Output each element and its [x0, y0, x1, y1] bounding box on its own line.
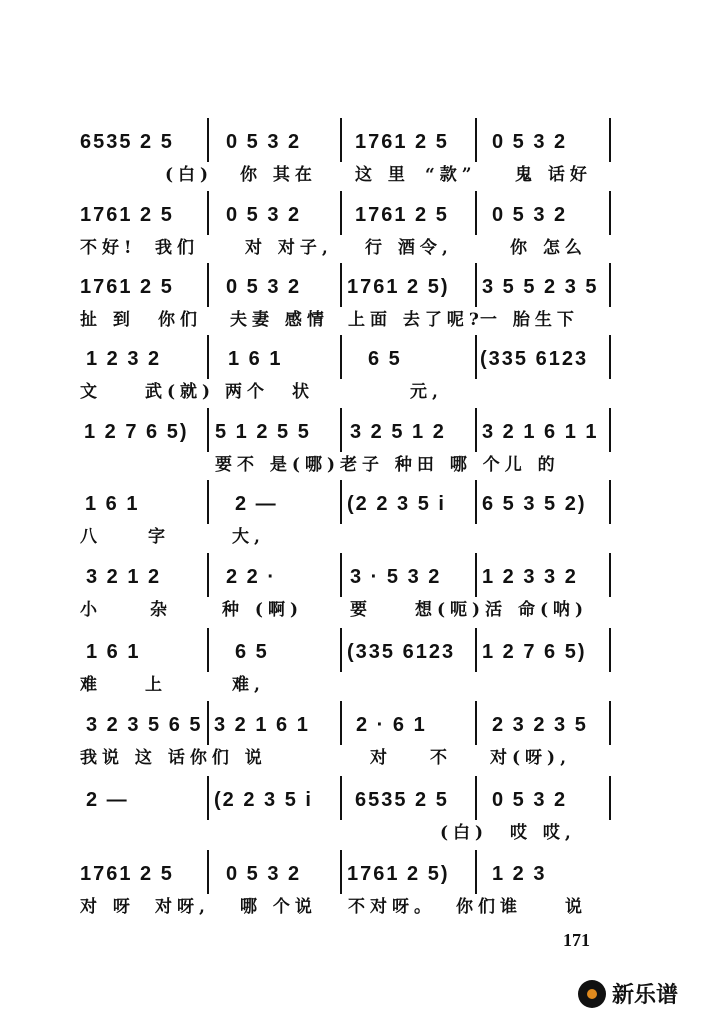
- notation-measure: 5 1 2 5 5: [215, 421, 311, 443]
- music-system: [0, 788, 710, 858]
- notation-measure: 3 2 1 6 1 1: [482, 421, 599, 443]
- watermark-logo: [578, 978, 678, 1009]
- notation-measure: (2 2 3 5 i: [347, 493, 446, 515]
- music-system: [0, 713, 710, 783]
- lyric-text: 上面 去了呢?: [348, 310, 484, 330]
- notation-measure: 1761 2 5: [80, 204, 174, 226]
- notation-measure: 2 · 6 1: [356, 714, 427, 736]
- notation-measure: (2 2 3 5 i: [214, 789, 313, 811]
- lyric-text: 夫妻 感情: [230, 310, 329, 330]
- notation-measure: 6 5: [368, 348, 402, 370]
- lyric-text: 武(就): [145, 382, 216, 402]
- notation-measure: 3 2 3 5 6 5: [86, 714, 203, 736]
- notation-measure: 1761 2 5): [347, 863, 450, 885]
- barline: [207, 701, 209, 745]
- notation-measure: 3 · 5 3 2: [350, 566, 442, 588]
- music-system: [0, 862, 710, 932]
- lyric-text: 对 对子,: [245, 238, 333, 258]
- notation-measure: 3 5 5 2 3 5: [482, 276, 599, 298]
- lyric-text: 你 其在: [240, 165, 317, 185]
- lyric-text: 你们: [158, 310, 202, 330]
- notation-measure: 0 5 3 2: [226, 204, 302, 226]
- notation-measure: 1 6 1: [228, 348, 283, 370]
- notation-measure: 0 5 3 2: [492, 204, 568, 226]
- notation-measure: 1761 2 5: [355, 131, 449, 153]
- notation-measure: (335 6123: [480, 348, 589, 370]
- notation-measure: 6 5: [235, 641, 269, 663]
- notation-measure: 2 —: [235, 493, 278, 515]
- barline: [609, 335, 611, 379]
- notation-measure: (335 6123: [347, 641, 456, 663]
- barline: [207, 850, 209, 894]
- lyric-text: 我们: [155, 238, 199, 258]
- barline: [207, 191, 209, 235]
- lyric-text: 两个: [225, 382, 269, 402]
- barline: [340, 850, 342, 894]
- notation-measure: 6535 2 5: [80, 131, 174, 153]
- lyric-text: 扯 到: [80, 310, 135, 330]
- lyric-text: 对(呀),: [490, 748, 572, 768]
- barline: [609, 263, 611, 307]
- barline: [609, 701, 611, 745]
- notation-measure: 2 3 2 3 5: [492, 714, 588, 736]
- barline: [340, 628, 342, 672]
- notation-measure: 1 2 3: [492, 863, 547, 885]
- notation-measure: 3 2 1 2: [86, 566, 162, 588]
- record-disc-icon: [578, 980, 606, 1008]
- barline: [207, 480, 209, 524]
- barline: [340, 480, 342, 524]
- barline: [475, 480, 477, 524]
- logo-text: 新乐谱: [612, 983, 679, 1008]
- music-system: [0, 347, 710, 417]
- lyric-text: 一 胎生下: [480, 310, 579, 330]
- notation-measure: 3 2 1 6 1: [214, 714, 310, 736]
- lyric-text: 哎 哎,: [510, 823, 576, 843]
- lyric-text: 大,: [232, 527, 265, 547]
- barline: [609, 191, 611, 235]
- lyric-text: 上: [145, 675, 167, 695]
- barline: [340, 776, 342, 820]
- lyric-text: 说: [565, 897, 587, 917]
- lyric-text: 对 呀: [80, 897, 135, 917]
- barline: [475, 776, 477, 820]
- lyric-text: 这 里: [355, 165, 410, 185]
- barline: [475, 191, 477, 235]
- notation-measure: 1 2 3 2: [86, 348, 162, 370]
- notation-measure: 1761 2 5): [347, 276, 450, 298]
- lyric-text: “款”: [425, 165, 477, 185]
- notation-measure: 6 5 3 5 2): [482, 493, 587, 515]
- barline: [475, 850, 477, 894]
- lyric-text: 元,: [410, 382, 443, 402]
- music-system: [0, 492, 710, 562]
- notation-measure: 6535 2 5: [355, 789, 449, 811]
- notation-measure: 1 2 3 3 2: [482, 566, 578, 588]
- music-system: [0, 420, 710, 490]
- lyric-text: 字: [148, 527, 170, 547]
- barline: [475, 118, 477, 162]
- notation-measure: 2 2 ·: [226, 566, 277, 588]
- barline: [207, 118, 209, 162]
- lyric-text: (白): [440, 823, 489, 843]
- notation-measure: 1761 2 5: [80, 276, 174, 298]
- barline: [340, 263, 342, 307]
- lyric-text: 哪 个说: [240, 897, 317, 917]
- barline: [475, 553, 477, 597]
- barline: [475, 701, 477, 745]
- music-system: [0, 640, 710, 710]
- notation-measure: 0 5 3 2: [226, 131, 302, 153]
- barline: [609, 628, 611, 672]
- barline: [207, 628, 209, 672]
- music-system: [0, 565, 710, 635]
- barline: [207, 776, 209, 820]
- barline: [340, 118, 342, 162]
- lyric-text: 难,: [232, 675, 265, 695]
- notation-measure: 1761 2 5: [355, 204, 449, 226]
- notation-measure: 0 5 3 2: [226, 276, 302, 298]
- notation-measure: 0 5 3 2: [226, 863, 302, 885]
- lyric-text: (白): [165, 165, 214, 185]
- lyric-text: 状: [292, 382, 314, 402]
- page-number: 171: [563, 930, 590, 950]
- lyric-text: 要: [350, 600, 372, 620]
- lyric-text: 你 怎么: [510, 238, 587, 258]
- lyric-text: 要不 是(哪)老子 种田 哪 个儿 的: [215, 455, 560, 475]
- barline: [475, 335, 477, 379]
- notation-measure: 2 —: [86, 789, 129, 811]
- lyric-text: 小: [80, 600, 102, 620]
- barline: [609, 118, 611, 162]
- lyric-text: 行 酒令,: [365, 238, 453, 258]
- barline: [340, 335, 342, 379]
- notation-measure: 3 2 5 1 2: [350, 421, 446, 443]
- lyric-text: 种 (啊): [222, 600, 304, 620]
- barline: [207, 553, 209, 597]
- lyric-text: 对: [370, 748, 392, 768]
- barline: [475, 628, 477, 672]
- lyric-text: 想(呃)活 命(呐): [415, 600, 589, 620]
- barline: [475, 408, 477, 452]
- lyric-text: 不对呀。: [348, 897, 436, 917]
- barline: [475, 263, 477, 307]
- notation-measure: 0 5 3 2: [492, 131, 568, 153]
- barline: [207, 335, 209, 379]
- lyric-text: 鬼 话好: [515, 165, 592, 185]
- lyric-text: 不好!: [80, 238, 137, 258]
- lyric-text: 文: [80, 382, 102, 402]
- notation-measure: 1 2 7 6 5): [482, 641, 587, 663]
- lyric-text: 八: [80, 527, 102, 547]
- barline: [207, 263, 209, 307]
- barline: [340, 701, 342, 745]
- barline: [609, 553, 611, 597]
- notation-measure: 1 6 1: [86, 641, 141, 663]
- lyric-text: 对呀,: [155, 897, 210, 917]
- lyric-text: 不: [430, 748, 452, 768]
- music-system: [0, 130, 710, 200]
- notation-measure: 1 2 7 6 5): [84, 421, 189, 443]
- music-system: [0, 275, 710, 345]
- music-system: [0, 203, 710, 273]
- barline: [207, 408, 209, 452]
- barline: [340, 191, 342, 235]
- notation-measure: 0 5 3 2: [492, 789, 568, 811]
- lyric-text: 我说 这 话你们 说: [80, 748, 267, 768]
- lyric-text: 杂: [150, 600, 172, 620]
- lyric-text: 难: [80, 675, 102, 695]
- barline: [609, 776, 611, 820]
- barline: [340, 408, 342, 452]
- notation-measure: 1 6 1: [85, 493, 140, 515]
- lyric-text: 你们谁: [456, 897, 522, 917]
- notation-measure: 1761 2 5: [80, 863, 174, 885]
- barline: [609, 408, 611, 452]
- barline: [340, 553, 342, 597]
- barline: [609, 480, 611, 524]
